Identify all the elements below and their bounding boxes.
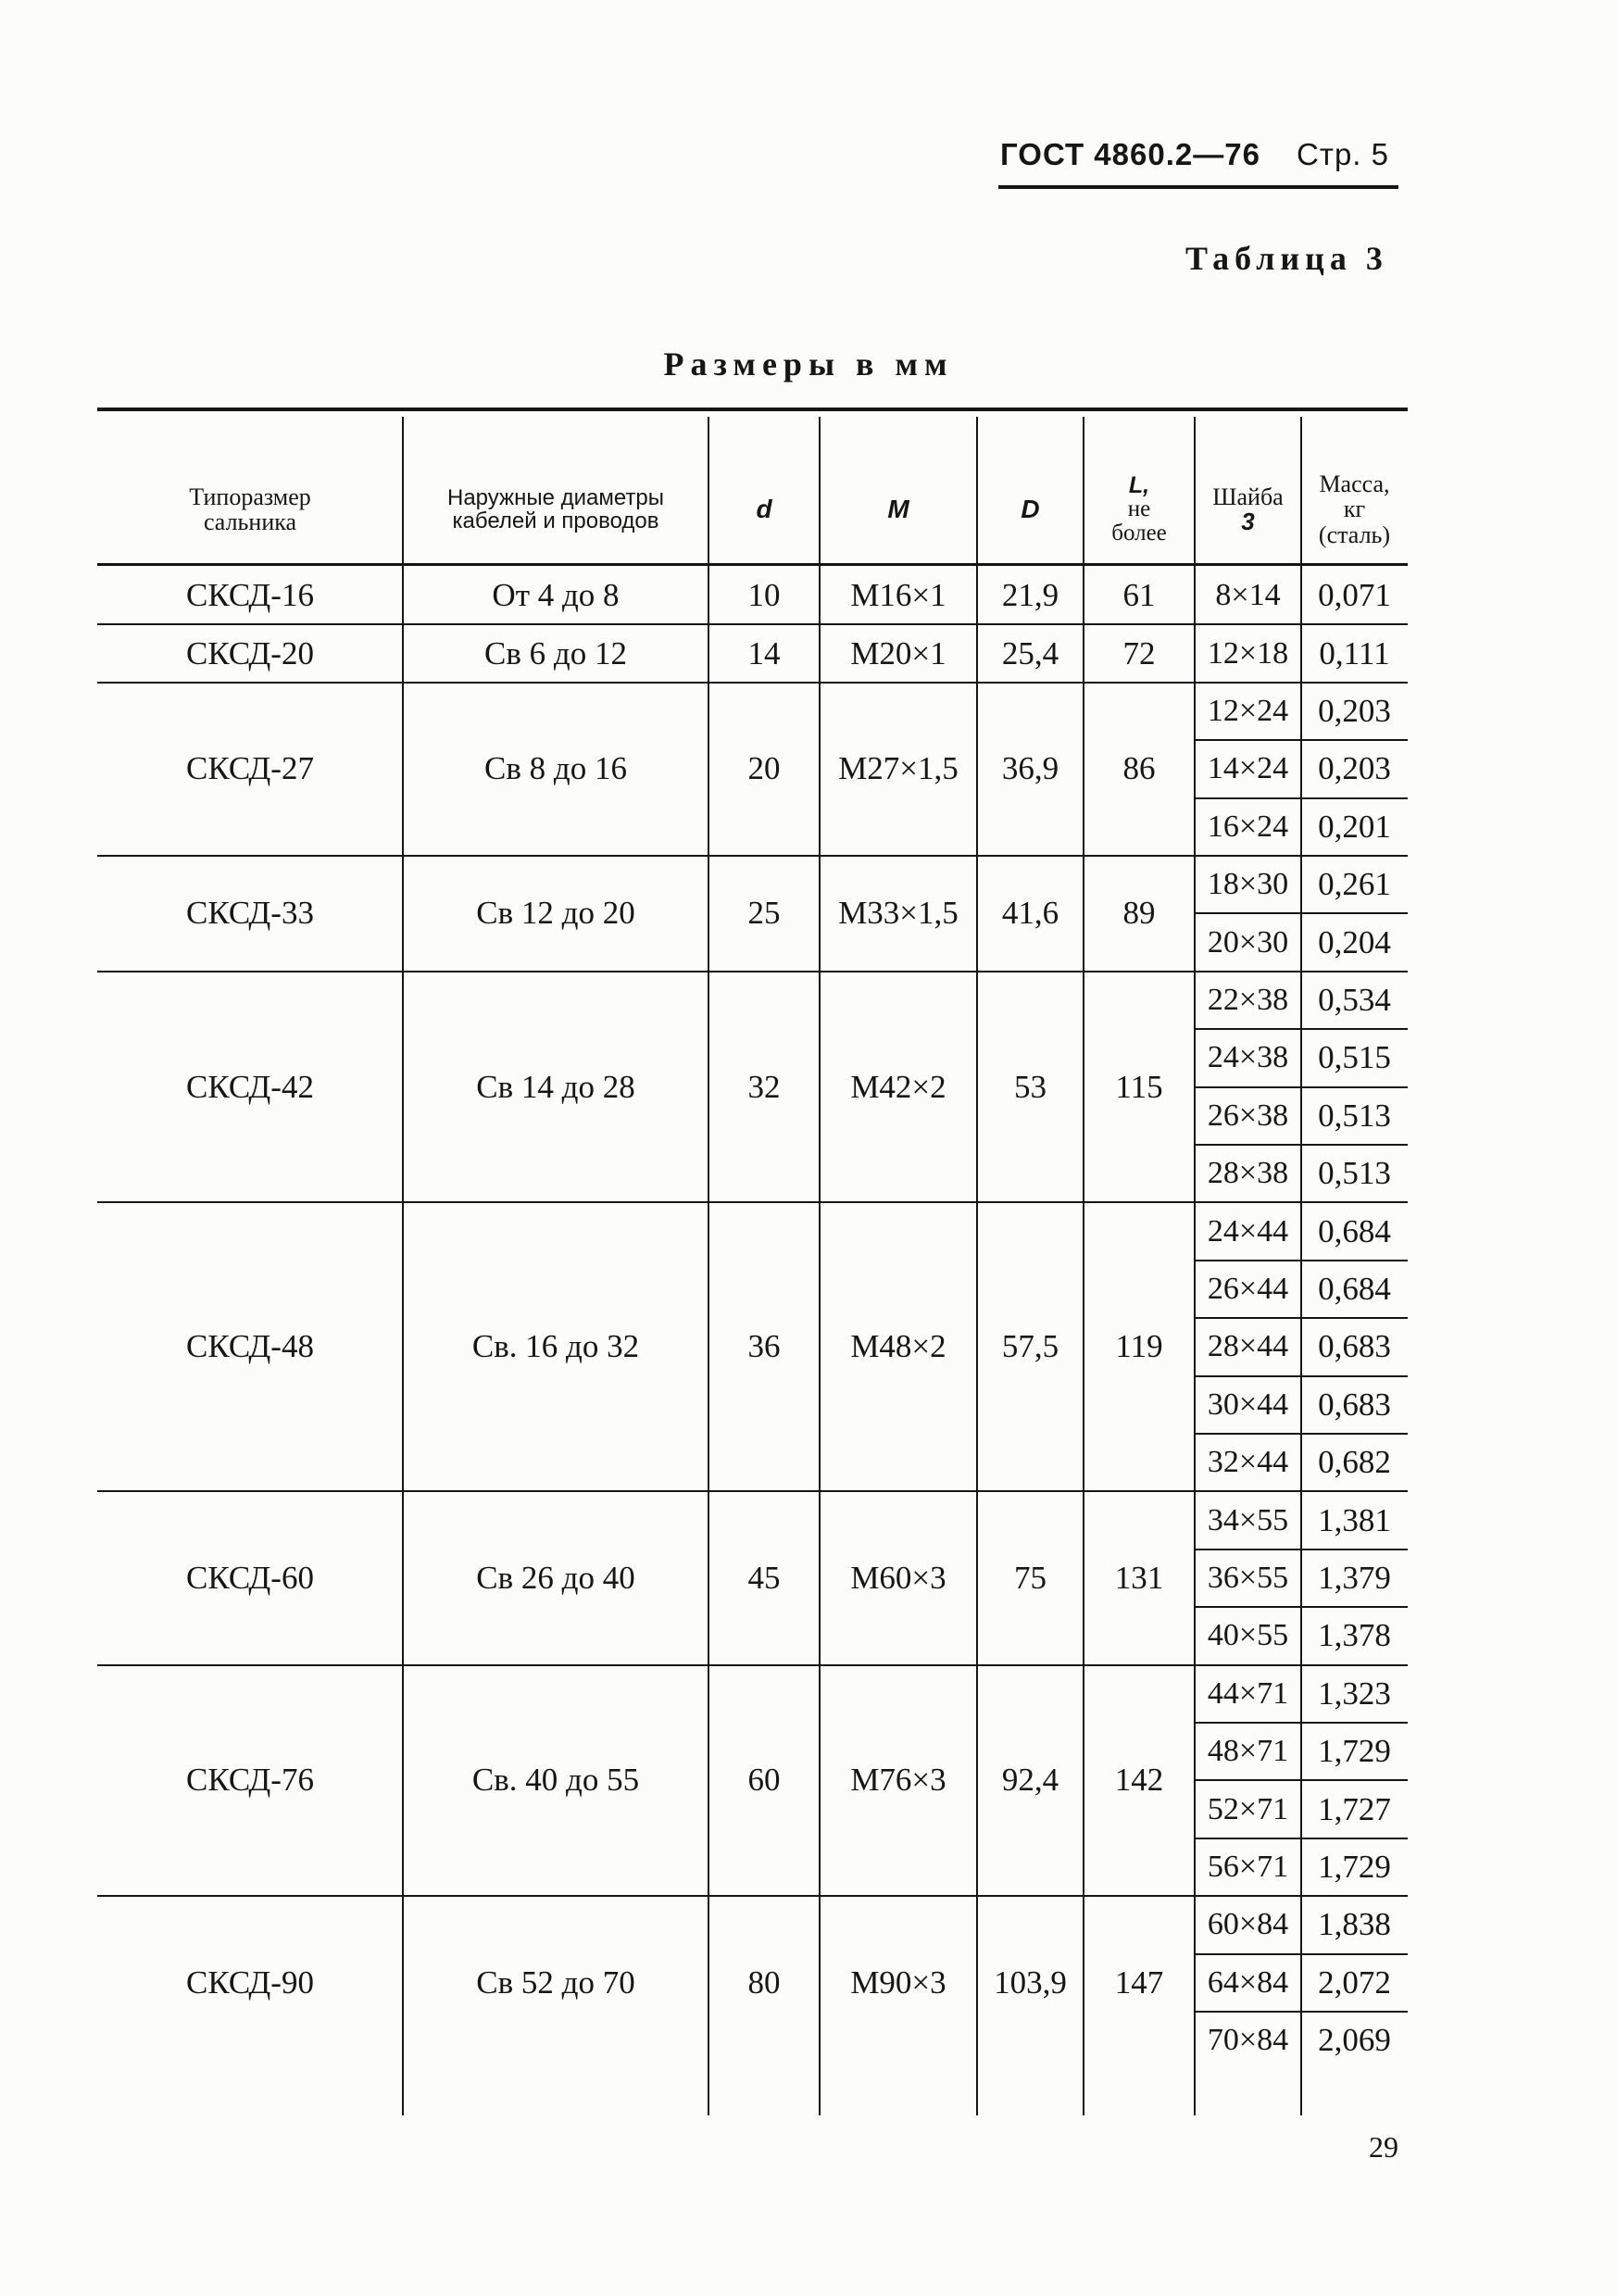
col-header-m: M [887,495,909,524]
cell-size: СКСД-48 [186,1328,314,1365]
cell-D: 36,9 [1001,750,1059,787]
col-header-washer [1195,454,1301,565]
cell-mass: 0,513 [1318,1097,1391,1134]
cell-mass: 1,729 [1318,1733,1391,1770]
cell-mass: 0,261 [1318,866,1391,903]
cell-washer: 18×30 [1207,867,1289,902]
cell-washer: 24×44 [1207,1213,1289,1248]
col-header-washer-line1: Шайба [1212,483,1284,510]
cell-washer: 12×18 [1207,635,1289,671]
col-header-mass-line1: Масса, [1319,470,1390,498]
col-header-cable [403,454,708,565]
cell-D: 53 [1014,1068,1047,1105]
cell-D: 25,4 [1001,634,1059,671]
cell-washer: 28×38 [1207,1156,1289,1191]
cell-cable-range: Св. 40 до 55 [471,1762,640,1799]
cell-thread: M33×1,5 [838,895,959,932]
cell-d: 14 [747,634,781,671]
cell-washer: 60×84 [1207,1907,1289,1942]
col-header-L-line3: более [1111,521,1167,546]
cell-d: 25 [747,895,781,932]
col-header-d: d [756,495,772,524]
cell-L: 147 [1114,1964,1164,2001]
col-header-mass-line3: (сталь) [1318,521,1391,548]
cell-cable-range: Св 26 до 40 [476,1559,635,1596]
cell-L: 142 [1114,1762,1164,1799]
cell-d: 80 [747,1964,781,2001]
col-header-cable-line2: кабелей и проводов [452,508,659,533]
col-header-size [97,454,403,565]
cell-mass: 0,515 [1318,1039,1391,1076]
cell-mass: 0,111 [1319,634,1390,671]
cell-mass: 0,204 [1318,923,1391,960]
page-reference: Стр. 5 [1297,137,1389,171]
cell-washer: 28×44 [1207,1329,1289,1364]
col-header-L-line1: L, [1128,471,1150,498]
cell-size: СКСД-76 [186,1762,314,1799]
cell-cable-range: Св 14 до 28 [476,1068,635,1105]
cell-mass: 0,201 [1318,808,1391,845]
cell-mass: 0,071 [1318,577,1391,614]
cell-mass: 0,682 [1318,1444,1391,1481]
col-header-size-line2: сальника [203,508,297,535]
cell-cable-range: От 4 до 8 [492,577,620,614]
cell-d: 45 [747,1559,781,1596]
cell-washer: 16×24 [1207,809,1289,844]
cell-washer: 8×14 [1215,578,1281,613]
cell-washer: 64×84 [1207,1964,1289,2000]
cell-washer: 14×24 [1207,751,1289,786]
cell-mass: 0,203 [1318,692,1391,729]
cell-thread: M20×1 [850,634,946,671]
col-header-L-line2: не [1127,496,1151,521]
cell-D: 41,6 [1001,895,1059,932]
cell-thread: M16×1 [850,577,946,614]
cell-washer: 30×44 [1207,1386,1289,1422]
col-header-cable-line1: Наружные диаметры [447,484,664,510]
standard-number: ГОСТ 4860.2—76 [1000,137,1260,171]
cell-thread: M48×2 [850,1328,946,1365]
cell-washer: 56×71 [1207,1849,1289,1884]
cell-size: СКСД-33 [186,895,314,932]
cell-mass: 0,684 [1318,1270,1391,1307]
cell-d: 60 [747,1762,781,1799]
cell-washer: 20×30 [1207,924,1289,960]
cell-washer: 34×55 [1207,1502,1289,1537]
page-number: 29 [1369,2130,1398,2164]
cell-d: 20 [747,750,781,787]
cell-cable-range: Св 6 до 12 [484,634,627,671]
cell-D: 75 [1014,1559,1047,1596]
cell-mass: 1,381 [1318,1501,1391,1538]
cell-washer: 32×44 [1207,1445,1289,1480]
table-caption: Размеры в мм [663,345,954,383]
cell-d: 36 [747,1328,781,1365]
cell-mass: 1,379 [1318,1559,1391,1596]
cell-L: 119 [1115,1328,1163,1365]
cell-d: 32 [747,1068,781,1105]
cell-mass: 0,513 [1318,1155,1391,1192]
cell-cable-range: Св 12 до 20 [476,895,635,932]
cell-L: 89 [1122,895,1156,932]
cell-washer: 70×84 [1207,2023,1289,2058]
cell-washer: 24×38 [1207,1040,1289,1075]
cell-thread: M42×2 [850,1068,946,1105]
cell-mass: 0,534 [1318,981,1391,1018]
cell-cable-range: Св 8 до 16 [484,750,627,787]
cell-washer: 48×71 [1207,1734,1289,1769]
cell-thread: M27×1,5 [838,750,959,787]
cell-thread: M90×3 [850,1964,946,2001]
cell-L: 86 [1122,750,1156,787]
col-header-L [1084,454,1195,565]
cell-mass: 1,838 [1318,1906,1391,1943]
col-header-washer-line2: 3 [1241,508,1255,535]
cell-mass: 0,684 [1318,1212,1391,1249]
cell-washer: 12×24 [1207,693,1289,728]
cell-size: СКСД-90 [186,1964,314,2001]
cell-cable-range: Св 52 до 70 [476,1964,635,2001]
cell-D: 21,9 [1001,577,1059,614]
cell-D: 57,5 [1001,1328,1059,1365]
cell-thread: M76×3 [850,1762,946,1799]
cell-size: СКСД-27 [186,750,314,787]
cell-washer: 26×44 [1207,1271,1289,1306]
cell-D: 103,9 [994,1964,1067,2001]
cell-washer: 26×38 [1207,1098,1289,1133]
cell-mass: 0,683 [1318,1328,1391,1365]
cell-size: СКСД-20 [186,634,314,671]
col-header-mass-line2: кг [1343,496,1366,523]
cell-L: 72 [1122,634,1156,671]
cell-mass: 1,727 [1318,1790,1391,1827]
cell-mass: 1,729 [1318,1848,1391,1885]
cell-washer: 52×71 [1207,1791,1289,1826]
cell-washer: 36×55 [1207,1560,1289,1595]
cell-D: 92,4 [1001,1762,1059,1799]
cell-washer: 40×55 [1207,1618,1289,1653]
cell-washer: 44×71 [1207,1675,1289,1711]
cell-size: СКСД-42 [186,1068,314,1105]
cell-size: СКСД-16 [186,577,314,614]
table-label: Таблица 3 [1185,240,1388,277]
cell-mass: 0,203 [1318,750,1391,787]
col-header-mass [1301,454,1408,565]
cell-mass: 0,683 [1318,1386,1391,1423]
cell-d: 10 [747,577,781,614]
cell-L: 61 [1122,577,1156,614]
cell-L: 131 [1114,1559,1164,1596]
cell-size: СКСД-60 [186,1559,314,1596]
cell-thread: M60×3 [850,1559,946,1596]
col-header-size-line1: Типоразмер [189,483,311,510]
cell-mass: 1,323 [1318,1675,1391,1712]
cell-mass: 1,378 [1318,1617,1391,1654]
cell-L: 115 [1115,1068,1163,1105]
cell-mass: 2,072 [1318,1964,1391,2001]
cell-mass: 2,069 [1318,2022,1391,2059]
col-header-D: D [1021,495,1040,524]
cell-cable-range: Св. 16 до 32 [471,1328,640,1365]
cell-washer: 22×38 [1207,982,1289,1017]
